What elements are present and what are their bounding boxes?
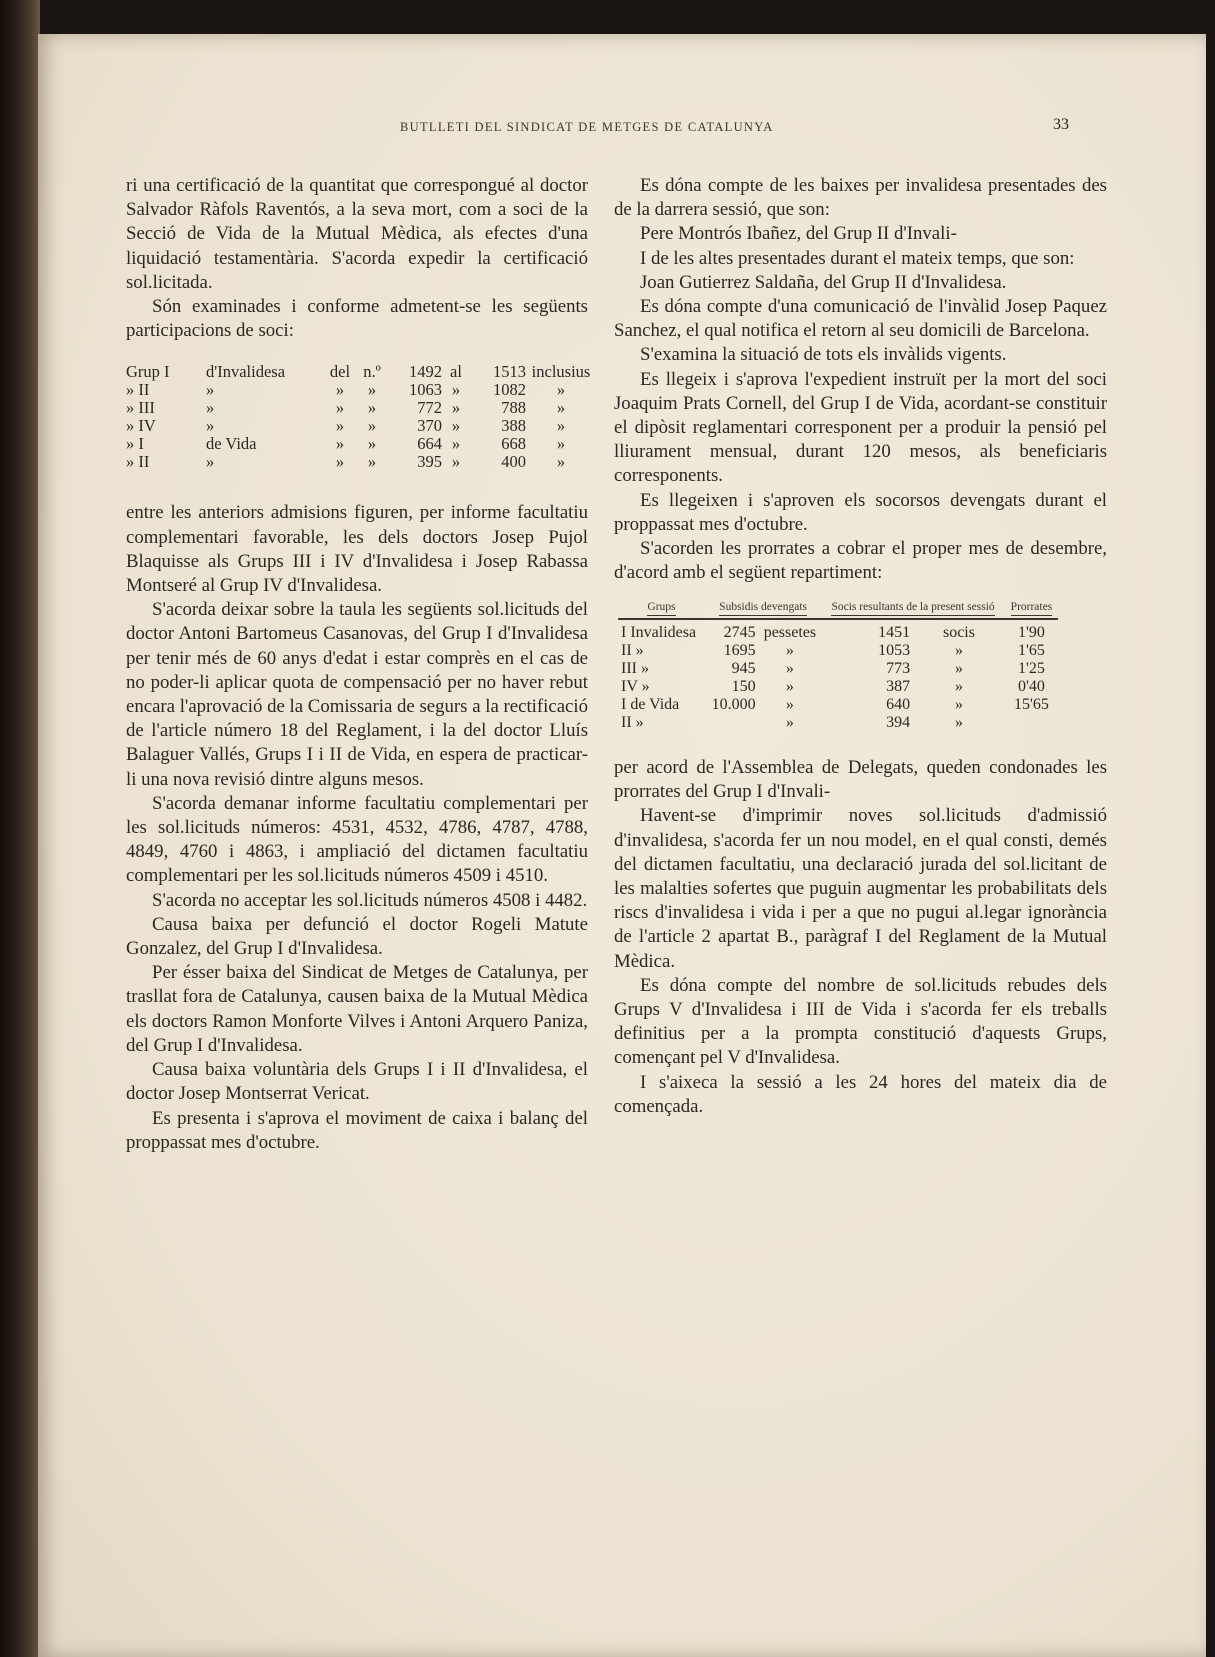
table-cell: »	[954, 713, 963, 731]
paragraph: Són examinades i conforme admetent-se les següents participacions de soci:	[126, 296, 588, 342]
table-cell: »	[954, 677, 963, 695]
participations-table	[126, 363, 596, 471]
table-cell: »	[954, 659, 963, 677]
journal-title: BUTLLETI DEL SINDICAT DE METGES DE CATALUNYA	[400, 120, 774, 134]
table-cell: »	[451, 380, 461, 400]
table-cell: »	[206, 398, 215, 418]
table-cell: »	[954, 641, 963, 659]
paragraph: Es dóna compte del nombre de sol.licituds rebudes dels Grups V d'Invalidesa i III de Vida i s'acorda fer els treballs definitius per a la prompta constitució d'aquests Grups, començant pel V d'Invalidesa.	[614, 974, 1107, 1069]
table-cell: IV »	[621, 677, 650, 695]
table-cell	[705, 714, 759, 732]
table-cell: »	[206, 452, 215, 472]
paragraph: S'acorda no acceptar les sol.licituds números 4508 i 4482.	[152, 889, 588, 911]
table-cell: »	[785, 713, 794, 731]
table-row	[618, 642, 1058, 660]
table-cell: 10.000	[711, 695, 756, 713]
table-cell: 945	[731, 659, 756, 677]
table-cell: al	[450, 362, 462, 382]
paragraph: Havent-se d'imprimir noves sol.licituds d'admissió d'invalidesa, s'acorda fer un nou model, en el qual consti, demés del dictamen facultatiu, una declaració jurada del sol.licitant de les malalties sofertes que puguin augmentar les probabilitats dels riscs d'invalidesa i vida i per a que no pugui al.legar ignorància de l'article 2 apartat B., paràgraf I del Reglament de la Mutual Mèdica.	[614, 805, 1107, 972]
table-cell: »	[335, 380, 345, 400]
table-cell: »	[451, 434, 461, 454]
table-row	[126, 417, 596, 435]
table-row	[126, 381, 596, 399]
paragraph: Es llegeix i s'aprova l'expedient instruït per la mort del soci Joaquim Prats Cornell, del Grup I de Vida, acordant-se constituir el dipòsit reglamentari corresponent per a produir la pensió pel lliurament mensual, durant 120 mesos, als beneficiaris corresponents.	[614, 368, 1107, 487]
paragraph: I de les altes presentades durant el mateix temps, que son:	[640, 247, 1075, 269]
table-cell: »	[451, 416, 461, 436]
paragraph: Es dóna compte d'una comunicació de l'invàlid Josep Paquez Sanchez, el qual notifica el retorn al seu domicili de Barcelona.	[614, 296, 1107, 342]
table-cell: 1'90	[1017, 623, 1045, 641]
table-cell: »	[785, 695, 794, 713]
paragraph: Es presenta i s'aprova el moviment de caixa i balanç del proppassat mes d'octubre.	[126, 1107, 588, 1153]
table-cell: III »	[621, 659, 649, 677]
book-binding	[0, 0, 40, 1657]
paragraph: S'examina la situació de tots els invàlids vigents.	[640, 344, 1007, 366]
table-row	[126, 435, 596, 453]
table-cell: 387	[886, 677, 911, 695]
table-row	[618, 696, 1058, 714]
table-cell: 394	[886, 713, 911, 731]
paragraph: Es llegeixen i s'aproven els socorsos devengats durant el proppassat mes d'octubre.	[614, 489, 1107, 535]
table-cell: »	[367, 416, 377, 436]
table-cell: »	[451, 452, 461, 472]
table-cell: »	[206, 416, 215, 436]
column-header: Socis resultants de la present sessió	[821, 601, 1005, 619]
table-cell: 664	[417, 434, 442, 454]
paragraph: S'acorden les prorrates a cobrar el proper mes de desembre, d'acord amb el següent repartiment:	[614, 538, 1107, 584]
table-cell: »	[556, 380, 566, 400]
table-cell: »	[367, 452, 377, 472]
table-cell: 388	[501, 416, 526, 436]
table-cell: »	[367, 398, 377, 418]
table-cell: »	[335, 452, 345, 472]
document-page	[38, 34, 1206, 1657]
table-cell: 0'40	[1017, 677, 1045, 695]
table-cell: 1695	[723, 641, 756, 659]
table-row	[126, 363, 596, 381]
table-row	[618, 678, 1058, 696]
table-cell: »	[451, 398, 461, 418]
table-cell: 1053	[878, 641, 911, 659]
table-cell: 668	[501, 434, 526, 454]
table-cell: » I	[126, 434, 144, 454]
paragraph: S'acorda deixar sobre la taula les següents sol.licituds del doctor Antoni Bartomeus Casanovas, del Grup I d'Invalidesa per tenir més de 60 anys d'edat i estar comprès en el cas de no poder-li aplicar quota de compensació per no haver rebut encara l'aprovació de la Comissaria de segurs a la rectificació de l'article número 18 del Reglament, i la del doctor Lluís Balaguer Vallés, Grups I i II de Vida, en espera de practicar-li una nova revisió dintre alguns mesos.	[126, 599, 588, 790]
table-cell: socis	[942, 623, 975, 641]
table-row	[126, 399, 596, 417]
paragraph: entre les anteriors admisions figuren, per informe facultatiu complementari favorable, les dels doctors Josep Pujol Blaquisse als Grups III i IV d'Invalidesa i Josep Rabassa Montseré al Grup IV d'Invalidesa.	[126, 502, 588, 597]
table-row	[126, 453, 596, 471]
table-cell: »	[335, 398, 345, 418]
paragraph: per acord de l'Assemblea de Delegats, queden condonades les prorrates del Grup I d'Invali-	[614, 756, 1107, 803]
running-header	[38, 116, 1206, 140]
table-cell: n.º	[363, 362, 381, 382]
column-header: Subsidis devengats	[705, 601, 821, 619]
column-header: Grups	[618, 601, 705, 619]
table-cell: »	[556, 398, 566, 418]
table-cell: 370	[417, 416, 442, 436]
table-cell: II »	[621, 641, 644, 659]
column-header: Prorrates	[1005, 601, 1058, 619]
paragraph: Pere Montrós Ibañez, del Grup II d'Invali-	[640, 223, 957, 245]
table-cell: » III	[126, 398, 155, 418]
table-cell: 773	[886, 659, 911, 677]
table-cell: »	[206, 380, 215, 400]
paragraph: ri una certificació de la quantitat que correspongué al doctor Salvador Ràfols Raventós, a la seva mort, com a soci de la Secció de Vida de la Mutual Mèdica, als efectes d'una liquidació testamentària. S'acorda expedir la certificació sol.licitada.	[126, 175, 588, 293]
table-cell: » IV	[126, 416, 156, 436]
table-cell: 395	[417, 452, 442, 472]
table-cell: »	[785, 677, 794, 695]
table-cell: 1'25	[1017, 659, 1045, 677]
table-cell: 1063	[409, 380, 442, 400]
paragraph: Causa baixa voluntària dels Grups I i II d'Invalidesa, el doctor Josep Montserrat Vericat.	[126, 1059, 588, 1105]
table-cell: 1082	[493, 380, 526, 400]
table-cell: del	[329, 362, 351, 382]
paragraph: I s'aixeca la sessió a les 24 hores del mateix dia de començada.	[614, 1071, 1107, 1117]
table-cell: 1513	[493, 362, 526, 382]
page-number: 33	[1053, 116, 1069, 133]
table-cell: »	[367, 434, 377, 454]
table-cell: 772	[417, 398, 442, 418]
table-cell: 788	[501, 398, 526, 418]
table-cell: »	[335, 416, 345, 436]
table-cell: »	[556, 452, 566, 472]
table-cell: 15'65	[1013, 695, 1049, 713]
paragraph: Per ésser baixa del Sindicat de Metges de Catalunya, per trasllat fora de Catalunya, causen baixa de la Mutual Mèdica els doctors Ramon Monforte Vilves i Antoni Arquero Paniza, del Grup I d'Invalidesa.	[126, 962, 588, 1056]
table-cell	[1005, 714, 1058, 732]
table-cell: II »	[621, 713, 644, 731]
table-cell: I Invalidesa	[621, 623, 697, 641]
right-column	[614, 174, 1107, 1119]
table-cell: »	[367, 380, 377, 400]
table-row	[618, 660, 1058, 678]
table-cell: de Vida	[206, 434, 257, 454]
table-cell: »	[954, 695, 963, 713]
table-cell: Grup I	[126, 362, 170, 382]
table-row	[618, 624, 1058, 642]
left-column	[126, 174, 591, 1155]
paragraph: Es dóna compte de les baixes per invalidesa presentades des de la darrera sessió, que son:	[614, 175, 1107, 221]
paragraph: Causa baixa per defunció el doctor Rogeli Matute Gonzalez, del Grup I d'Invalidesa.	[126, 913, 588, 960]
table-cell: 1451	[878, 623, 911, 641]
table-cell: I de Vida	[621, 695, 680, 713]
table-row	[618, 714, 1058, 732]
table-cell: 1492	[409, 362, 442, 382]
table-cell: » II	[126, 380, 150, 400]
table-cell: »	[785, 641, 794, 659]
table-cell: »	[785, 659, 794, 677]
table-cell: »	[556, 416, 566, 436]
table-cell: 1'65	[1017, 641, 1045, 659]
table-cell: d'Invalidesa	[206, 362, 286, 382]
table-cell: »	[335, 434, 345, 454]
paragraph: Joan Gutierrez Saldaña, del Grup II d'Invalidesa.	[640, 271, 1007, 293]
table-cell: pessetes	[763, 623, 817, 641]
table-cell: 150	[731, 677, 756, 695]
table-cell: inclusius	[531, 362, 591, 382]
table-cell: 640	[886, 695, 911, 713]
prorrates-table	[618, 601, 1058, 732]
table-cell: 400	[501, 452, 526, 472]
table-cell: » II	[126, 452, 150, 472]
table-cell: 2745	[723, 623, 756, 641]
paragraph: S'acorda demanar informe facultatiu complementari per les sol.licituds números: 4531, 4532, 4786, 4787, 4788, 4849, 4760 i 4863, i ampliació del dictamen facultatiu complementari per les sol.licituds números 4509 i 4510.	[126, 792, 588, 887]
table-cell: »	[556, 434, 566, 454]
